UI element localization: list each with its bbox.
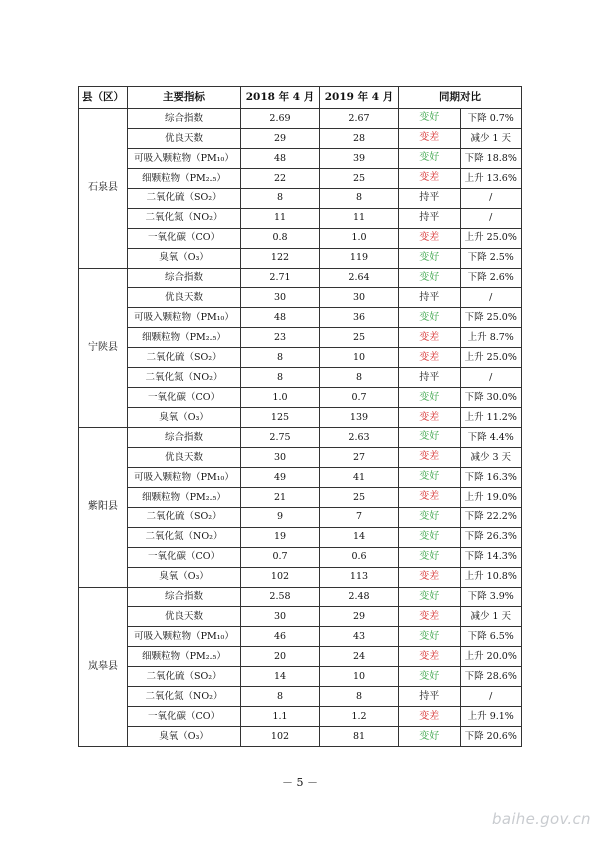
value-2019-cell: 2.67 [320, 109, 399, 129]
indicator-cell: 臭氧（O₃） [128, 408, 241, 428]
change-cell: 下降 6.5% [460, 627, 522, 647]
value-2019-cell: 2.64 [320, 268, 399, 288]
county-cell: 岚皋县 [79, 587, 128, 747]
table-header-row [79, 87, 522, 109]
trend-cell: 变好 [399, 727, 461, 747]
value-2019-cell: 25 [320, 328, 399, 348]
table-row [79, 308, 522, 328]
trend-cell: 变差 [399, 348, 461, 368]
trend-cell: 变好 [399, 527, 461, 547]
change-cell: / [460, 288, 522, 308]
trend-cell: 变差 [399, 647, 461, 667]
trend-cell: 变差 [399, 567, 461, 587]
indicator-cell: 优良天数 [128, 128, 241, 148]
value-2019-cell: 30 [320, 288, 399, 308]
value-2018-cell: 46 [241, 627, 320, 647]
change-cell: 上升 9.1% [460, 707, 522, 727]
indicator-cell: 综合指数 [128, 587, 241, 607]
trend-cell: 变好 [399, 148, 461, 168]
value-2018-cell: 102 [241, 727, 320, 747]
trend-cell: 变差 [399, 487, 461, 507]
indicator-cell: 二氧化硫（SO₂） [128, 348, 241, 368]
value-2019-cell: 0.7 [320, 388, 399, 408]
value-2019-cell: 7 [320, 507, 399, 527]
value-2018-cell: 48 [241, 148, 320, 168]
value-2018-cell: 23 [241, 328, 320, 348]
trend-cell: 变好 [399, 109, 461, 129]
change-cell: / [460, 687, 522, 707]
change-cell: 下降 28.6% [460, 667, 522, 687]
county-cell: 紫阳县 [79, 428, 128, 588]
change-cell: 下降 3.9% [460, 587, 522, 607]
change-cell: 下降 2.6% [460, 268, 522, 288]
change-cell: 上升 19.0% [460, 487, 522, 507]
value-2018-cell: 2.71 [241, 268, 320, 288]
trend-cell: 持平 [399, 368, 461, 388]
change-cell: / [460, 188, 522, 208]
value-2019-cell: 1.0 [320, 228, 399, 248]
indicator-cell: 一氧化碳（CO） [128, 547, 241, 567]
table-row [79, 168, 522, 188]
table-row [79, 288, 522, 308]
value-2019-cell: 81 [320, 727, 399, 747]
trend-cell: 变差 [399, 607, 461, 627]
table-row [79, 109, 522, 129]
trend-cell: 持平 [399, 288, 461, 308]
value-2018-cell: 30 [241, 607, 320, 627]
trend-cell: 变差 [399, 328, 461, 348]
table-row [79, 647, 522, 667]
indicator-cell: 可吸入颗粒物（PM₁₀） [128, 627, 241, 647]
value-2018-cell: 49 [241, 467, 320, 487]
indicator-cell: 可吸入颗粒物（PM₁₀） [128, 148, 241, 168]
indicator-cell: 二氧化氮（NO₂） [128, 208, 241, 228]
change-cell: 上升 10.8% [460, 567, 522, 587]
trend-cell: 持平 [399, 188, 461, 208]
trend-cell: 变好 [399, 547, 461, 567]
change-cell: 下降 22.2% [460, 507, 522, 527]
trend-cell: 变好 [399, 587, 461, 607]
table-row [79, 348, 522, 368]
table-row [79, 687, 522, 707]
county-cell: 石泉县 [79, 109, 128, 269]
trend-cell: 持平 [399, 208, 461, 228]
value-2018-cell: 2.58 [241, 587, 320, 607]
value-2018-cell: 0.8 [241, 228, 320, 248]
change-cell: 下降 20.6% [460, 727, 522, 747]
trend-cell: 变好 [399, 467, 461, 487]
change-cell: 上升 25.0% [460, 348, 522, 368]
table-row [79, 208, 522, 228]
table-row [79, 567, 522, 587]
change-cell: 下降 16.3% [460, 467, 522, 487]
indicator-cell: 一氧化碳（CO） [128, 388, 241, 408]
change-cell: 下降 26.3% [460, 527, 522, 547]
trend-cell: 变好 [399, 627, 461, 647]
value-2019-cell: 27 [320, 447, 399, 467]
trend-cell: 变好 [399, 388, 461, 408]
change-cell: / [460, 208, 522, 228]
county-cell: 宁陕县 [79, 268, 128, 428]
value-2019-cell: 2.63 [320, 428, 399, 448]
value-2018-cell: 1.0 [241, 388, 320, 408]
table-row [79, 388, 522, 408]
value-2018-cell: 0.7 [241, 547, 320, 567]
table-row [79, 148, 522, 168]
value-2019-cell: 1.2 [320, 707, 399, 727]
indicator-cell: 综合指数 [128, 428, 241, 448]
indicator-cell: 臭氧（O₃） [128, 248, 241, 268]
indicator-cell: 二氧化硫（SO₂） [128, 507, 241, 527]
value-2019-cell: 25 [320, 168, 399, 188]
value-2019-cell: 119 [320, 248, 399, 268]
trend-cell: 变好 [399, 308, 461, 328]
indicator-cell: 综合指数 [128, 109, 241, 129]
indicator-cell: 可吸入颗粒物（PM₁₀） [128, 308, 241, 328]
value-2018-cell: 1.1 [241, 707, 320, 727]
table-row [79, 328, 522, 348]
table-row [79, 447, 522, 467]
value-2018-cell: 19 [241, 527, 320, 547]
value-2018-cell: 8 [241, 188, 320, 208]
value-2018-cell: 11 [241, 208, 320, 228]
indicator-cell: 综合指数 [128, 268, 241, 288]
table-row [79, 408, 522, 428]
value-2018-cell: 8 [241, 348, 320, 368]
value-2019-cell: 8 [320, 188, 399, 208]
table-row [79, 627, 522, 647]
indicator-cell: 二氧化氮（NO₂） [128, 527, 241, 547]
value-2018-cell: 48 [241, 308, 320, 328]
change-cell: 上升 8.7% [460, 328, 522, 348]
trend-cell: 变差 [399, 168, 461, 188]
value-2018-cell: 8 [241, 687, 320, 707]
trend-cell: 变差 [399, 707, 461, 727]
value-2018-cell: 2.69 [241, 109, 320, 129]
value-2018-cell: 22 [241, 168, 320, 188]
trend-cell: 变好 [399, 248, 461, 268]
value-2018-cell: 8 [241, 368, 320, 388]
value-2018-cell: 122 [241, 248, 320, 268]
value-2018-cell: 14 [241, 667, 320, 687]
change-cell: 上升 11.2% [460, 408, 522, 428]
value-2018-cell: 30 [241, 447, 320, 467]
value-2019-cell: 28 [320, 128, 399, 148]
trend-cell: 变差 [399, 408, 461, 428]
value-2018-cell: 21 [241, 487, 320, 507]
change-cell: 下降 25.0% [460, 308, 522, 328]
indicator-cell: 细颗粒物（PM₂.₅） [128, 168, 241, 188]
value-2018-cell: 29 [241, 128, 320, 148]
value-2019-cell: 10 [320, 667, 399, 687]
table-row [79, 727, 522, 747]
table-row [79, 707, 522, 727]
value-2019-cell: 8 [320, 687, 399, 707]
table-row [79, 527, 522, 547]
value-2018-cell: 30 [241, 288, 320, 308]
value-2019-cell: 41 [320, 467, 399, 487]
value-2019-cell: 43 [320, 627, 399, 647]
header-compare: 同期对比 [399, 87, 522, 109]
change-cell: 下降 2.5% [460, 248, 522, 268]
change-cell: 下降 4.4% [460, 428, 522, 448]
value-2019-cell: 36 [320, 308, 399, 328]
indicator-cell: 二氧化硫（SO₂） [128, 667, 241, 687]
value-2019-cell: 8 [320, 368, 399, 388]
indicator-cell: 臭氧（O₃） [128, 727, 241, 747]
trend-cell: 变好 [399, 268, 461, 288]
indicator-cell: 优良天数 [128, 288, 241, 308]
table-row [79, 587, 522, 607]
change-cell: 上升 25.0% [460, 228, 522, 248]
indicator-cell: 二氧化氮（NO₂） [128, 368, 241, 388]
indicator-cell: 细颗粒物（PM₂.₅） [128, 328, 241, 348]
change-cell: 下降 30.0% [460, 388, 522, 408]
trend-cell: 变差 [399, 447, 461, 467]
value-2019-cell: 139 [320, 408, 399, 428]
table-row [79, 228, 522, 248]
indicator-cell: 二氧化硫（SO₂） [128, 188, 241, 208]
indicator-cell: 二氧化氮（NO₂） [128, 687, 241, 707]
indicator-cell: 一氧化碳（CO） [128, 707, 241, 727]
change-cell: 上升 20.0% [460, 647, 522, 667]
trend-cell: 变差 [399, 228, 461, 248]
trend-cell: 变好 [399, 428, 461, 448]
page-number: － 5 － [282, 776, 318, 789]
value-2018-cell: 125 [241, 408, 320, 428]
table-row [79, 607, 522, 627]
table-row [79, 487, 522, 507]
table-row [79, 428, 522, 448]
change-cell: 减少 1 天 [460, 607, 522, 627]
table-row [79, 188, 522, 208]
table-row [79, 547, 522, 567]
header-2018: 2018 年 4 月 [241, 87, 320, 109]
value-2019-cell: 10 [320, 348, 399, 368]
table-row [79, 467, 522, 487]
air-quality-table [78, 86, 522, 747]
table-row [79, 268, 522, 288]
table-row [79, 128, 522, 148]
value-2019-cell: 113 [320, 567, 399, 587]
change-cell: 减少 3 天 [460, 447, 522, 467]
value-2019-cell: 39 [320, 148, 399, 168]
trend-cell: 变好 [399, 507, 461, 527]
change-cell: 下降 14.3% [460, 547, 522, 567]
value-2019-cell: 11 [320, 208, 399, 228]
indicator-cell: 优良天数 [128, 447, 241, 467]
header-2019: 2019 年 4 月 [320, 87, 399, 109]
value-2018-cell: 2.75 [241, 428, 320, 448]
change-cell: 下降 18.8% [460, 148, 522, 168]
change-cell: 下降 0.7% [460, 109, 522, 129]
header-county: 县（区） [79, 87, 128, 109]
value-2019-cell: 14 [320, 527, 399, 547]
value-2018-cell: 9 [241, 507, 320, 527]
value-2019-cell: 2.48 [320, 587, 399, 607]
indicator-cell: 一氧化碳（CO） [128, 228, 241, 248]
table-row [79, 248, 522, 268]
header-indicator: 主要指标 [128, 87, 241, 109]
value-2019-cell: 29 [320, 607, 399, 627]
indicator-cell: 细颗粒物（PM₂.₅） [128, 647, 241, 667]
indicator-cell: 细颗粒物（PM₂.₅） [128, 487, 241, 507]
value-2019-cell: 24 [320, 647, 399, 667]
value-2019-cell: 0.6 [320, 547, 399, 567]
table-row [79, 368, 522, 388]
trend-cell: 变差 [399, 128, 461, 148]
table-row [79, 507, 522, 527]
indicator-cell: 可吸入颗粒物（PM₁₀） [128, 467, 241, 487]
trend-cell: 持平 [399, 687, 461, 707]
indicator-cell: 优良天数 [128, 607, 241, 627]
table-row [79, 667, 522, 687]
value-2019-cell: 25 [320, 487, 399, 507]
change-cell: 减少 1 天 [460, 128, 522, 148]
trend-cell: 变好 [399, 667, 461, 687]
change-cell: / [460, 368, 522, 388]
watermark: baihe.gov.cn [492, 810, 591, 828]
value-2018-cell: 20 [241, 647, 320, 667]
change-cell: 上升 13.6% [460, 168, 522, 188]
indicator-cell: 臭氧（O₃） [128, 567, 241, 587]
value-2018-cell: 102 [241, 567, 320, 587]
